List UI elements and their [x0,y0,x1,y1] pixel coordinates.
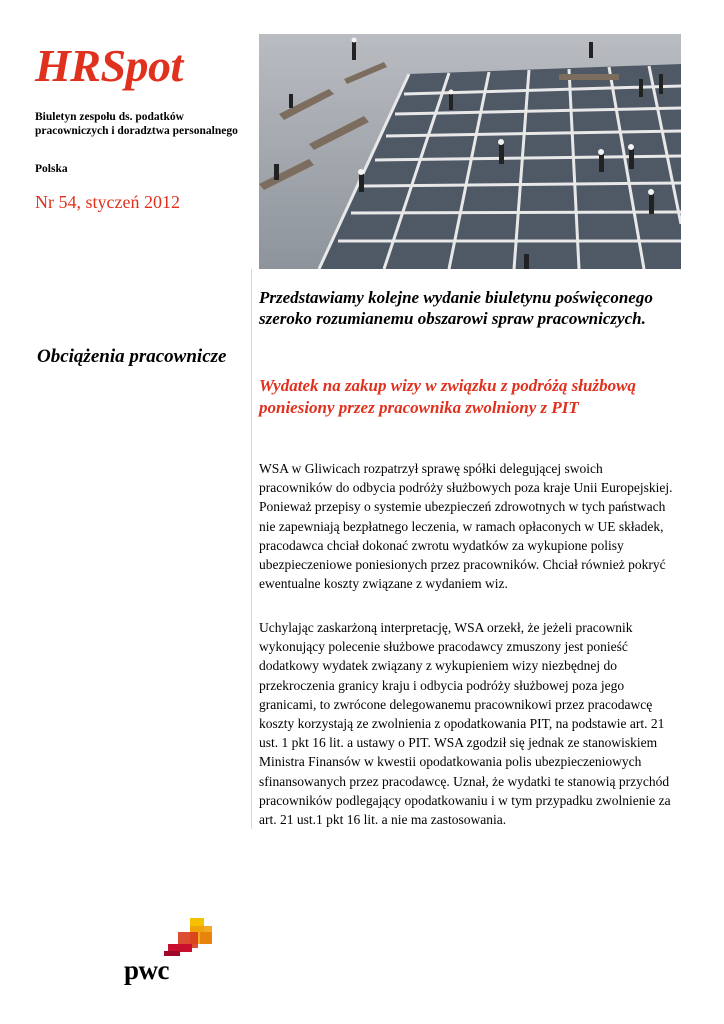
intro-text: Przedstawiamy kolejne wydanie biuletynu poświęconego szeroko rozumianemu obszarowi spraw pracowniczych. [259,288,653,328]
article-paragraph: Uchylając zaskarżoną interpretację, WSA orzekł, że jeżeli pracownik wykonujący polecenie służbowe pracodawcy zmuszony jest ponieść dodatkowy wydatek związany z wykupieniem wizy niezbędnej do przekroczenia granicy kraju i odbycia podróży służbowej poza jego granicami, to zwrócone delegowanemu pracownikowi przez pracodawcę koszty korzystają ze zwolnienia z opodatkowania PIT, na podstawie art. 21 ust. 1 pkt 16 lit. a ustawy o PIT. WSA zgodził się jednak ze stanowiskiem Ministra Finansów w kwestii opodatkowania polis ubezpieczeniowych sfinansowanych przez pracodawcę. Uznał, że wydatki te stanowią przychód pracowników podlegający opodatkowaniu i w tym przypadku zwolnienie za art. 21 ust.1 pkt 16 lit. a nie ma zastosowania. [259,620,671,828]
issue-number: Nr 54, styczeń 2012 [35,192,180,212]
plaza-illustration [259,34,681,269]
header-photo [259,34,681,269]
pwc-logo [124,918,219,988]
article-title: Wydatek na zakup wizy w związku z podróżą służbową poniesiony przez pracownika zwolniony z PIT [259,376,636,417]
column-divider [251,269,252,829]
section-heading: Obciążenia pracownicze [37,346,227,367]
article-paragraph: WSA w Gliwicach rozpatrzył sprawę spółki delegującej swoich pracowników do odbycia podróży służbowych poza kraje Unii Europejskiej. Ponieważ przepisy o systemie ubezpieczeń zdrowotnych w tych państwach nie zapewniają bezpłatnego leczenia, w ramach opłaconych w UE składek, pracodawca chciał dokonać zwrotu wydatków za wykupione polisy ubezpieczeniowe poniesionych przez pracowników. Chciał również pokryć ewentualne koszty związane z wydaniem wiz. [259,461,673,592]
newsletter-title: HRSpot [35,40,183,91]
country-label: Polska [35,163,68,175]
pwc-logo-mark-icon [164,918,214,958]
newsletter-subtitle: Biuletyn zespołu ds. podatków pracowniczych i doradztwa personalnego [35,111,238,137]
pwc-logo-text: pwc [124,955,169,985]
